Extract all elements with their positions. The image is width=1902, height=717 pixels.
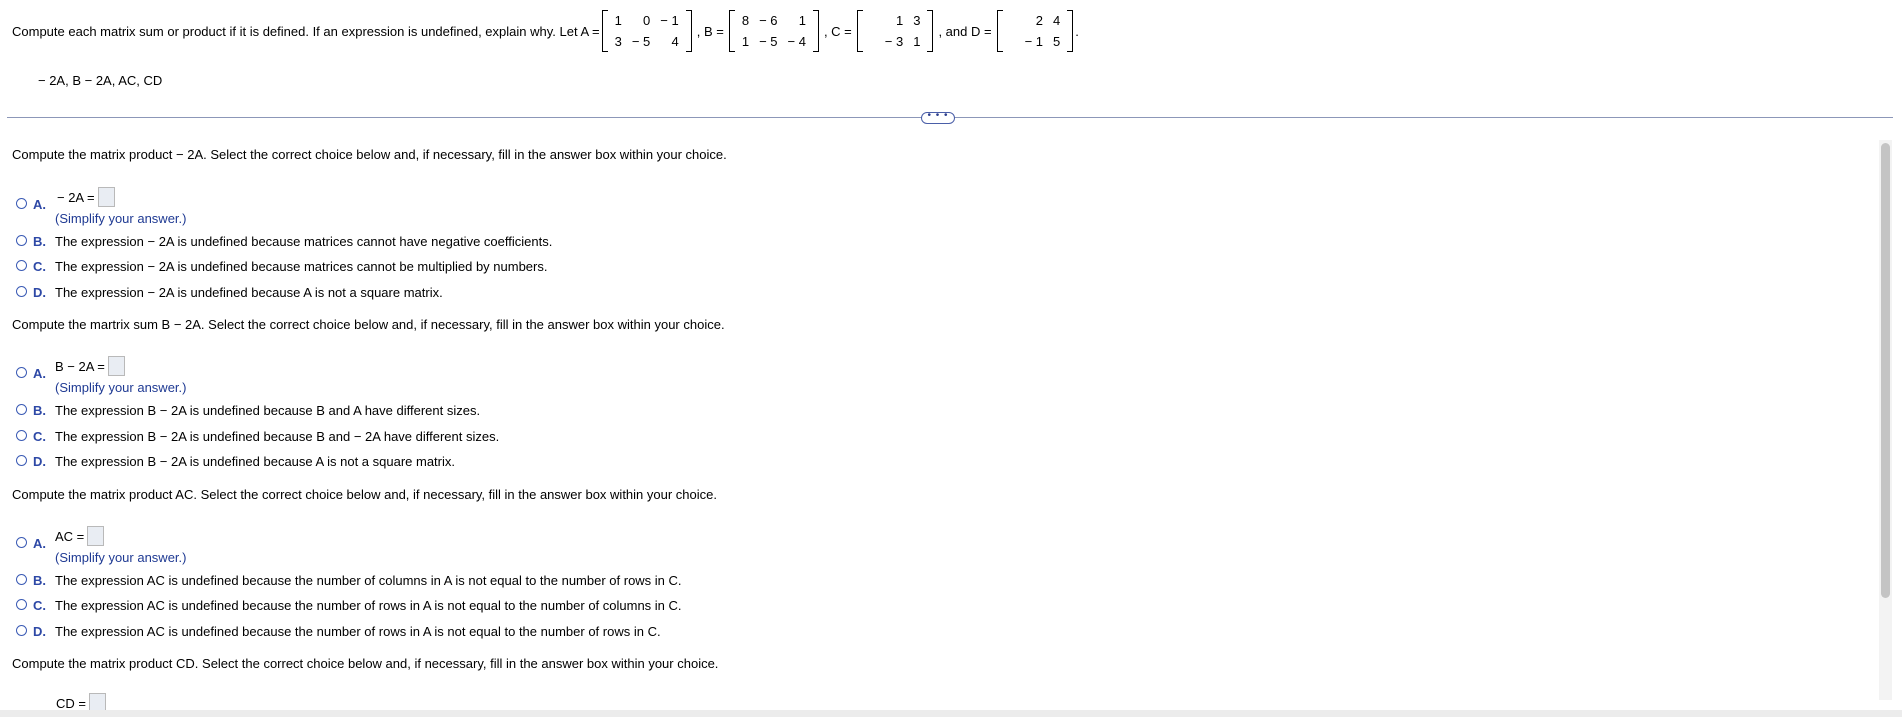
matrix-b-cell: 1 — [798, 13, 806, 28]
choice-text: The expression B − 2A is undefined because B and − 2A have different sizes. — [55, 429, 500, 444]
choice-letter: D. — [33, 454, 46, 469]
matrix-a — [602, 10, 692, 52]
answer-label: CD = — [56, 695, 86, 711]
radio-button[interactable] — [16, 367, 27, 378]
scrollbar-thumb[interactable] — [1881, 143, 1890, 598]
problem-intro: Compute each matrix sum or product if it is defined. If an expression is undefined, explain why. Let A = — [12, 23, 600, 39]
choice-text: The expression AC is undefined because the number of rows in A is not equal to the number of rows in C. — [55, 624, 661, 639]
choice-text: The expression − 2A is undefined because matrices cannot be multiplied by numbers. — [55, 259, 548, 274]
problem-statement — [12, 10, 1079, 52]
radio-button[interactable] — [16, 430, 27, 441]
choice-b[interactable] — [16, 573, 682, 588]
matrix-c-cell: − 3 — [884, 34, 904, 49]
answer-label: B − 2A = — [55, 358, 105, 374]
matrix-a-cell: − 5 — [631, 34, 651, 49]
choice-c[interactable] — [16, 598, 682, 613]
question-prompt: Compute the matrix product − 2A. Select the correct choice below and, if necessary, fill in the answer box within your choice. — [12, 147, 727, 162]
choice-d[interactable] — [16, 454, 455, 469]
matrix-d-cell: 2 — [1035, 13, 1043, 28]
choice-c[interactable] — [16, 429, 499, 444]
radio-button[interactable] — [16, 537, 27, 548]
matrix-c-cell: 3 — [913, 13, 921, 28]
matrix-a-cell: 0 — [643, 13, 651, 28]
radio-button[interactable] — [16, 574, 27, 585]
matrix-b-cell: 1 — [741, 34, 750, 49]
matrix-c-cell: 1 — [895, 13, 904, 28]
divider-handle[interactable]: • • • — [921, 112, 955, 124]
expressions-list: − 2A, B − 2A, AC, CD — [38, 73, 163, 88]
matrix-a-cell: 1 — [614, 13, 622, 28]
matrix-b-cell: − 4 — [787, 34, 806, 49]
choice-a[interactable] — [16, 356, 186, 395]
choice-text: The expression AC is undefined because the number of rows in A is not equal to the number of columns in C. — [55, 598, 682, 613]
matrix-c — [857, 10, 934, 52]
matrix-d-cell: 4 — [1053, 13, 1061, 28]
choice-a[interactable] — [16, 526, 186, 565]
question-prompt: Compute the matrix product CD. Select the correct choice below and, if necessary, fill in the answer box within your choice. — [12, 656, 719, 671]
choice-d[interactable] — [16, 285, 443, 300]
radio-button[interactable] — [16, 235, 27, 246]
matrix-c-cell: 1 — [913, 34, 921, 49]
matrix-b-cell: 8 — [741, 13, 750, 28]
radio-button[interactable] — [16, 599, 27, 610]
answer-label: − 2A = — [57, 189, 95, 205]
choice-letter: A. — [33, 536, 46, 551]
choice-letter: A. — [33, 366, 46, 381]
choice-letter: D. — [33, 285, 46, 300]
choice-text: The expression − 2A is undefined because A is not a square matrix. — [55, 285, 443, 300]
simplify-hint: (Simplify your answer.) — [55, 211, 187, 226]
choice-letter: B. — [33, 403, 46, 418]
choice-text: The expression B − 2A is undefined because A is not a square matrix. — [55, 454, 455, 469]
matrix-a-cell: − 1 — [660, 13, 679, 28]
choice-letter: B. — [33, 573, 46, 588]
question-pane — [0, 130, 1878, 711]
problem-period: . — [1075, 23, 1079, 39]
choice-letter: C. — [33, 259, 46, 274]
answer-box[interactable] — [87, 526, 104, 546]
question-prompt: Compute the martrix sum B − 2A. Select the correct choice below and, if necessary, fill in the answer box within your choice. — [12, 317, 725, 332]
answer-box[interactable] — [108, 356, 125, 376]
matrix-d-cell: 5 — [1053, 34, 1061, 49]
matrix-b-cell: − 6 — [759, 13, 778, 28]
matrix-d-label: , and D = — [938, 23, 992, 39]
choice-b[interactable] — [16, 403, 480, 418]
radio-button[interactable] — [16, 455, 27, 466]
radio-button[interactable] — [16, 198, 27, 209]
choice-text: The expression − 2A is undefined because matrices cannot have negative coefficients. — [55, 234, 553, 249]
simplify-hint: (Simplify your answer.) — [55, 380, 187, 395]
question-prompt: Compute the matrix product AC. Select the correct choice below and, if necessary, fill in the answer box within your choice. — [12, 487, 717, 502]
matrix-d-cell: − 1 — [1024, 34, 1043, 49]
choice-a[interactable] — [16, 187, 186, 226]
answer-label: AC = — [55, 528, 85, 544]
choice-d[interactable] — [16, 624, 661, 639]
choice-letter: C. — [33, 429, 46, 444]
answer-box[interactable] — [98, 187, 115, 207]
choice-letter: C. — [33, 598, 46, 613]
bottom-bar — [0, 710, 1902, 717]
matrix-c-label: , C = — [823, 23, 852, 39]
simplify-hint: (Simplify your answer.) — [55, 550, 187, 565]
choice-b[interactable] — [16, 234, 552, 249]
matrix-d — [997, 10, 1074, 52]
matrix-b — [729, 10, 819, 52]
matrix-a-cell: 4 — [671, 34, 679, 49]
choice-letter: B. — [33, 234, 46, 249]
radio-button[interactable] — [16, 404, 27, 415]
matrix-a-cell: 3 — [614, 34, 622, 49]
choice-text: The expression AC is undefined because the number of columns in A is not equal to the number of rows in C. — [55, 573, 682, 588]
matrix-b-label: , B = — [696, 23, 724, 39]
choice-text: The expression B − 2A is undefined because B and A have different sizes. — [55, 403, 481, 418]
choice-c[interactable] — [16, 259, 547, 274]
radio-button[interactable] — [16, 286, 27, 297]
choice-letter: D. — [33, 624, 46, 639]
matrix-b-cell: − 5 — [759, 34, 778, 49]
radio-button[interactable] — [16, 260, 27, 271]
radio-button[interactable] — [16, 625, 27, 636]
choice-letter: A. — [33, 197, 46, 212]
